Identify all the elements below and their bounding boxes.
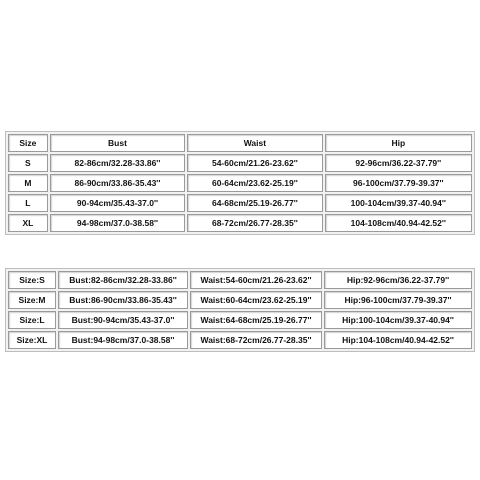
cell-waist: 54-60cm/21.26-23.62'' [187, 154, 322, 172]
cell-bust: Bust:94-98cm/37.0-38.58'' [58, 331, 188, 349]
table-row [8, 174, 472, 192]
table-row [8, 291, 472, 309]
cell-waist: 64-68cm/25.19-26.77'' [187, 194, 322, 212]
cell-hip: 96-100cm/37.79-39.37'' [325, 174, 472, 192]
cell-waist: Waist:60-64cm/23.62-25.19'' [190, 291, 322, 309]
cell-waist: Waist:68-72cm/26.77-28.35'' [190, 331, 322, 349]
cell-size: XL [8, 214, 48, 232]
cell-size: Size:S [8, 271, 56, 289]
cell-size: Size:M [8, 291, 56, 309]
header-row [8, 134, 472, 152]
cell-bust: Bust:86-90cm/33.86-35.43'' [58, 291, 188, 309]
header-waist: Waist [187, 134, 322, 152]
cell-bust: Bust:90-94cm/35.43-37.0'' [58, 311, 188, 329]
cell-hip: 104-108cm/40.94-42.52'' [325, 214, 472, 232]
table-row [8, 331, 472, 349]
table-row [8, 271, 472, 289]
cell-size: Size:XL [8, 331, 56, 349]
table-row [8, 214, 472, 232]
table-row [8, 154, 472, 172]
cell-hip: 92-96cm/36.22-37.79'' [325, 154, 472, 172]
cell-bust: Bust:82-86cm/32.28-33.86'' [58, 271, 188, 289]
size-chart-table [5, 131, 475, 235]
cell-size: Size:L [8, 311, 56, 329]
cell-size: L [8, 194, 48, 212]
cell-waist: 68-72cm/26.77-28.35'' [187, 214, 322, 232]
header-size: Size [8, 134, 48, 152]
cell-hip: 100-104cm/39.37-40.94'' [325, 194, 472, 212]
cell-bust: 82-86cm/32.28-33.86'' [50, 154, 185, 172]
cell-bust: 94-98cm/37.0-38.58'' [50, 214, 185, 232]
cell-hip: Hip:92-96cm/36.22-37.79'' [324, 271, 472, 289]
header-bust: Bust [50, 134, 185, 152]
cell-waist: 60-64cm/23.62-25.19'' [187, 174, 322, 192]
size-chart-labeled-table [5, 268, 475, 352]
cell-hip: Hip:104-108cm/40.94-42.52'' [324, 331, 472, 349]
table-row [8, 311, 472, 329]
header-hip: Hip [325, 134, 472, 152]
cell-bust: 86-90cm/33.86-35.43'' [50, 174, 185, 192]
cell-bust: 90-94cm/35.43-37.0'' [50, 194, 185, 212]
cell-hip: Hip:100-104cm/39.37-40.94'' [324, 311, 472, 329]
table-row [8, 194, 472, 212]
cell-size: S [8, 154, 48, 172]
cell-waist: Waist:54-60cm/21.26-23.62'' [190, 271, 322, 289]
cell-waist: Waist:64-68cm/25.19-26.77'' [190, 311, 322, 329]
cell-size: M [8, 174, 48, 192]
cell-hip: Hip:96-100cm/37.79-39.37'' [324, 291, 472, 309]
